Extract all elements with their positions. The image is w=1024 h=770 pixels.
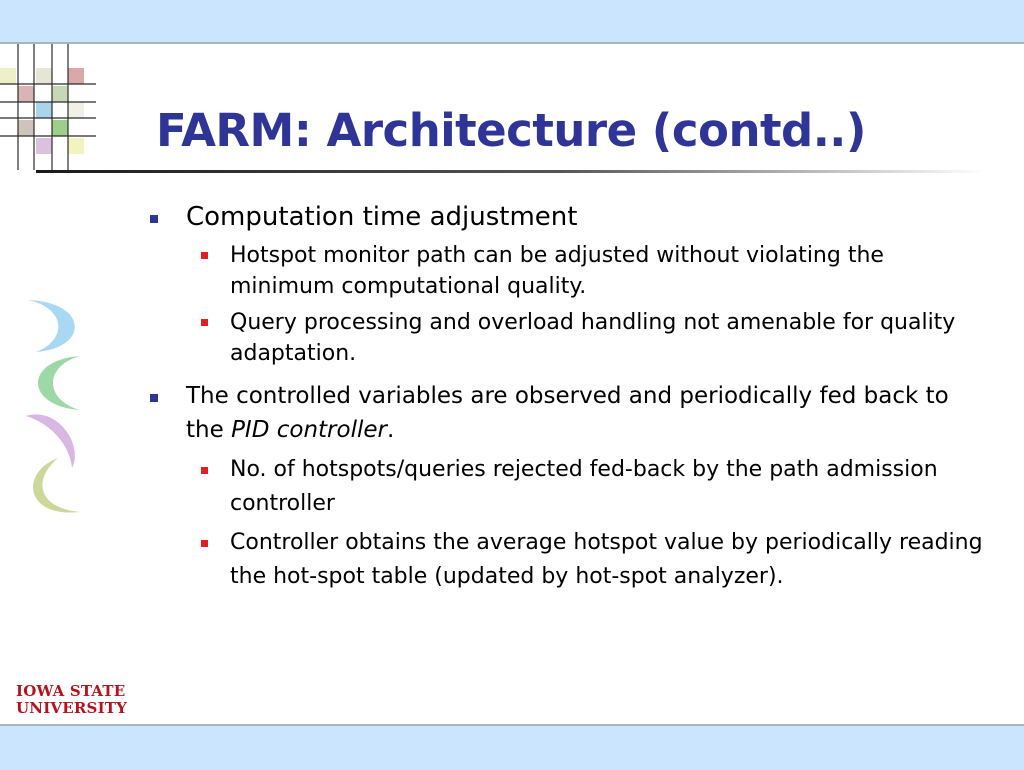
sub-bullet-square-icon — [201, 540, 208, 547]
bullet-item — [146, 379, 986, 447]
sub-bullet-item — [146, 307, 986, 369]
bullet-square-icon — [150, 394, 158, 402]
sub-bullet-square-icon — [201, 467, 208, 474]
sub-bullet-item — [146, 526, 986, 594]
sub-bullet-text: No. of hotspots/queries rejected fed-back by the path admission controller — [230, 457, 938, 516]
sub-bullet-item — [146, 240, 986, 302]
grid-square — [52, 86, 68, 102]
grid-square — [68, 68, 84, 84]
grid-square — [18, 86, 34, 102]
logo-line-1: IOWA STATE — [16, 682, 126, 700]
grid-square — [36, 102, 52, 118]
grid-square — [68, 138, 84, 154]
bullet-item — [146, 200, 986, 234]
bullet-text: The controlled variables are observed and periodically fed back to the — [186, 383, 949, 443]
grid-square — [52, 120, 68, 136]
sub-bullet-square-icon — [201, 252, 208, 259]
bullet-square-icon — [150, 215, 158, 223]
university-logo — [16, 683, 127, 717]
grid-square — [18, 120, 34, 136]
crescent-blue — [28, 300, 75, 352]
logo-line-2: UNIVERSITY — [16, 699, 128, 717]
crescent-lilac — [26, 414, 75, 468]
sub-bullet-text: Hotspot monitor path can be adjusted without violating the minimum computational quality. — [230, 243, 884, 299]
sub-bullet-text: Controller obtains the average hotspot value by periodically reading the hot-spot table (updated by hot-spot analyzer). — [230, 530, 983, 589]
grid-square — [36, 68, 52, 84]
crescent-olive — [33, 458, 80, 513]
top-header-band — [0, 0, 1024, 44]
grid-square — [36, 138, 52, 154]
sub-bullet-text: Query processing and overload handling not amenable for quality adaptation. — [230, 310, 956, 366]
grid-square — [0, 68, 16, 84]
sub-bullet-square-icon — [201, 319, 208, 326]
grid-square — [68, 102, 84, 118]
bullet-text: Computation time adjustment — [186, 202, 578, 232]
bottom-footer-band — [0, 724, 1024, 770]
bullet-text-emphasis: PID controller — [231, 417, 387, 443]
crescent-green — [38, 356, 80, 410]
crescent-decoration — [18, 296, 98, 526]
grid-decoration — [0, 42, 100, 172]
slide-title: FARM: Architecture (contd..) — [156, 104, 866, 157]
sub-bullet-item — [146, 453, 986, 521]
title-underline — [36, 170, 986, 173]
bullet-text-end: . — [386, 417, 395, 443]
slide-body — [146, 200, 986, 599]
